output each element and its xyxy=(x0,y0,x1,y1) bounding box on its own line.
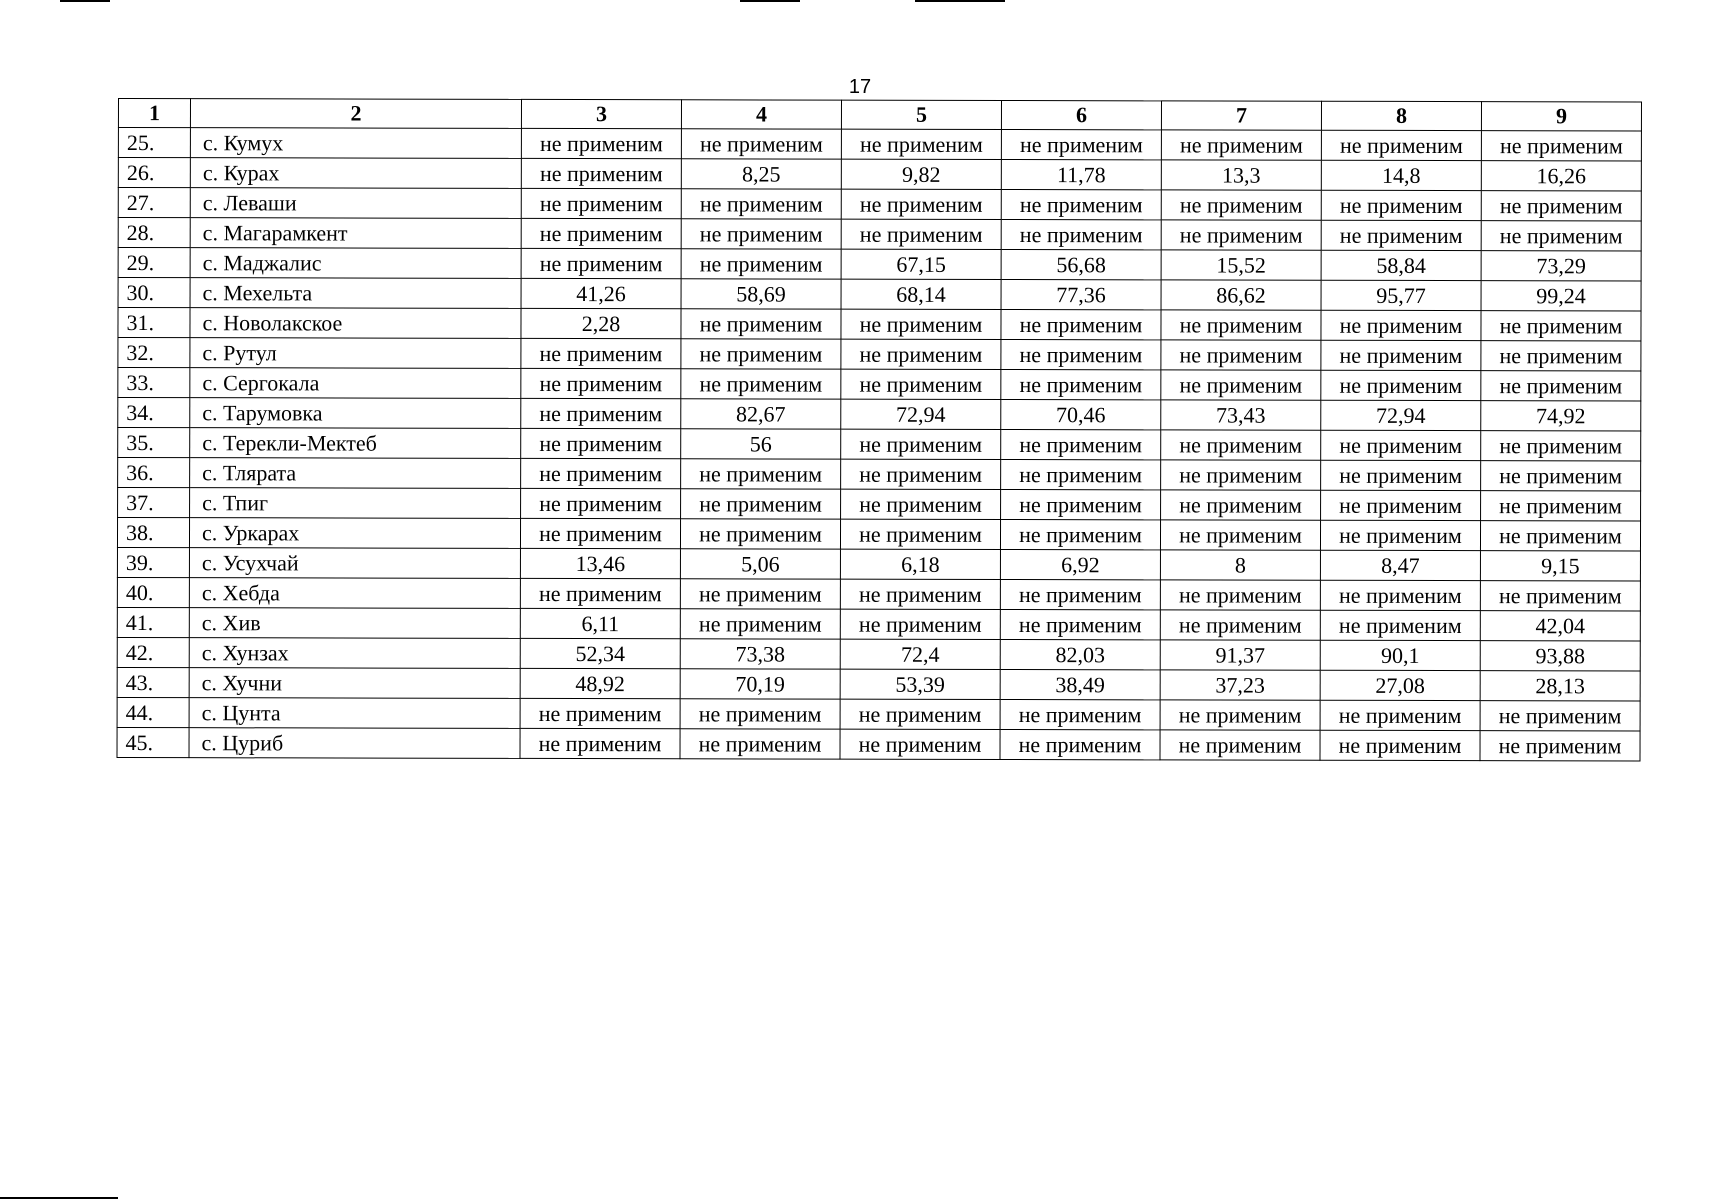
value-cell: не применим xyxy=(681,219,841,249)
row-number: 38. xyxy=(117,518,189,548)
value-cell: не применим xyxy=(1001,190,1161,220)
value-cell: 72,94 xyxy=(1321,400,1481,430)
data-table xyxy=(117,98,1642,761)
value-cell: 73,29 xyxy=(1481,251,1641,281)
value-cell: не применим xyxy=(841,219,1001,249)
value-cell: не применим xyxy=(841,429,1001,459)
settlement-name: с. Леваши xyxy=(190,188,521,219)
value-cell: 6,92 xyxy=(1000,550,1160,580)
value-cell: не применим xyxy=(680,609,840,639)
settlement-name: с. Новолакское xyxy=(190,308,521,339)
value-cell: не применим xyxy=(681,339,841,369)
value-cell: не применим xyxy=(680,519,840,549)
scan-mark-top-left xyxy=(60,0,110,2)
column-header: 5 xyxy=(841,100,1001,129)
value-cell: 13,3 xyxy=(1161,160,1321,190)
value-cell: не применим xyxy=(1001,370,1161,400)
settlement-name: с. Хучни xyxy=(189,668,520,699)
settlement-name: с. Усухчай xyxy=(189,548,520,579)
value-cell: не применим xyxy=(521,398,681,428)
row-number: 32. xyxy=(118,338,190,368)
row-number: 30. xyxy=(118,278,190,308)
value-cell: не применим xyxy=(1320,700,1480,730)
settlement-name: с. Терекли-Мектеб xyxy=(190,428,521,459)
value-cell: не применим xyxy=(680,729,840,759)
value-cell: 82,03 xyxy=(1000,640,1160,670)
table-row xyxy=(117,637,1640,670)
value-cell: 53,39 xyxy=(840,669,1000,699)
table-row xyxy=(118,308,1641,341)
table-row xyxy=(117,697,1640,730)
settlement-name: с. Цунта xyxy=(189,698,520,729)
column-header: 3 xyxy=(521,99,681,128)
value-cell: 38,49 xyxy=(1000,670,1160,700)
value-cell: не применим xyxy=(681,129,841,159)
value-cell: не применим xyxy=(681,459,841,489)
table-row xyxy=(117,727,1640,760)
value-cell: 56 xyxy=(681,429,841,459)
table-row xyxy=(117,667,1640,700)
table-row xyxy=(118,278,1641,311)
value-cell: не применим xyxy=(681,489,841,519)
value-cell: не применим xyxy=(841,129,1001,159)
table-row xyxy=(118,158,1641,191)
row-number: 41. xyxy=(117,607,189,637)
row-number: 37. xyxy=(118,488,190,518)
value-cell: 91,37 xyxy=(1160,640,1320,670)
settlement-name: с. Тлярата xyxy=(190,458,521,489)
value-cell: 5,06 xyxy=(680,549,840,579)
value-cell: не применим xyxy=(521,128,681,158)
scan-mark-top-mid xyxy=(740,0,800,2)
value-cell: не применим xyxy=(1161,370,1321,400)
row-number: 35. xyxy=(118,428,190,458)
value-cell: 86,62 xyxy=(1161,280,1321,310)
value-cell: не применим xyxy=(1480,581,1640,611)
value-cell: не применим xyxy=(1001,310,1161,340)
value-cell: 41,26 xyxy=(521,278,681,308)
value-cell: не применим xyxy=(1481,431,1641,461)
value-cell: не применим xyxy=(1161,310,1321,340)
table-row xyxy=(117,548,1640,581)
value-cell: не применим xyxy=(1161,460,1321,490)
value-cell: не применим xyxy=(521,338,681,368)
table-row xyxy=(117,607,1640,640)
value-cell: 42,04 xyxy=(1480,611,1640,641)
value-cell: не применим xyxy=(841,339,1001,369)
value-cell: не применим xyxy=(1480,731,1640,761)
settlement-name: с. Цуриб xyxy=(189,728,520,759)
value-cell: не применим xyxy=(841,489,1001,519)
value-cell: 2,28 xyxy=(521,308,681,338)
value-cell: 11,78 xyxy=(1001,160,1161,190)
scan-mark-bottom-left xyxy=(0,1197,118,1199)
column-header: 8 xyxy=(1321,101,1481,130)
value-cell: не применим xyxy=(520,518,680,548)
value-cell: 73,38 xyxy=(680,639,840,669)
value-cell: не применим xyxy=(840,519,1000,549)
value-cell: 28,13 xyxy=(1480,671,1640,701)
value-cell: не применим xyxy=(1161,430,1321,460)
scan-mark-top-mid-right xyxy=(915,0,1005,2)
settlement-name: с. Курах xyxy=(190,158,521,189)
value-cell: не применим xyxy=(520,578,680,608)
value-cell: 27,08 xyxy=(1320,670,1480,700)
value-cell: не применим xyxy=(840,609,1000,639)
value-cell: 77,36 xyxy=(1001,280,1161,310)
value-cell: не применим xyxy=(681,249,841,279)
value-cell: не применим xyxy=(1321,130,1481,160)
value-cell: не применим xyxy=(1481,131,1641,161)
value-cell: 37,23 xyxy=(1160,670,1320,700)
column-header: 7 xyxy=(1161,101,1321,130)
value-cell: не применим xyxy=(521,458,681,488)
row-number: 39. xyxy=(117,548,189,578)
value-cell: не применим xyxy=(1481,491,1641,521)
value-cell: не применим xyxy=(1320,520,1480,550)
value-cell: 8,47 xyxy=(1320,550,1480,580)
value-cell: не применим xyxy=(680,699,840,729)
value-cell: не применим xyxy=(1160,520,1320,550)
row-number: 40. xyxy=(117,577,189,607)
value-cell: не применим xyxy=(1000,610,1160,640)
value-cell: не применим xyxy=(841,369,1001,399)
row-number: 34. xyxy=(118,398,190,428)
value-cell: не применим xyxy=(1160,700,1320,730)
column-header: 2 xyxy=(190,99,521,129)
value-cell: 73,43 xyxy=(1161,400,1321,430)
row-number: 29. xyxy=(118,248,190,278)
value-cell: не применим xyxy=(1000,700,1160,730)
settlement-name: с. Тпиг xyxy=(190,488,521,519)
value-cell: не применим xyxy=(841,309,1001,339)
row-number: 26. xyxy=(118,158,190,188)
settlement-name: с. Рутул xyxy=(190,338,521,369)
settlement-name: с. Сергокала xyxy=(190,368,521,399)
value-cell: не применим xyxy=(1000,730,1160,760)
table-header-row xyxy=(118,99,1641,131)
value-cell: не применим xyxy=(520,698,680,728)
table-row xyxy=(118,488,1641,521)
value-cell: не применим xyxy=(681,369,841,399)
value-cell: 93,88 xyxy=(1480,641,1640,671)
value-cell: 72,4 xyxy=(840,639,1000,669)
value-cell: не применим xyxy=(1161,220,1321,250)
value-cell: не применим xyxy=(1481,461,1641,491)
value-cell: не применим xyxy=(1321,310,1481,340)
table-row xyxy=(118,188,1641,221)
value-cell: 99,24 xyxy=(1481,281,1641,311)
page-number: 17 xyxy=(848,76,872,98)
value-cell: не применим xyxy=(1001,220,1161,250)
value-cell: не применим xyxy=(520,728,680,758)
value-cell: не применим xyxy=(1321,460,1481,490)
value-cell: 8,25 xyxy=(681,159,841,189)
settlement-name: с. Хебда xyxy=(189,578,520,609)
value-cell: не применим xyxy=(1161,490,1321,520)
value-cell: не применим xyxy=(1321,340,1481,370)
value-cell: не применим xyxy=(1001,490,1161,520)
value-cell: не применим xyxy=(840,729,1000,759)
value-cell: не применим xyxy=(1161,340,1321,370)
row-number: 27. xyxy=(118,188,190,218)
value-cell: не применим xyxy=(1160,580,1320,610)
value-cell: не применим xyxy=(1320,580,1480,610)
value-cell: не применим xyxy=(1321,190,1481,220)
value-cell: не применим xyxy=(1481,311,1641,341)
value-cell: 74,92 xyxy=(1481,401,1641,431)
value-cell: 82,67 xyxy=(681,399,841,429)
value-cell: 58,69 xyxy=(681,279,841,309)
table-row xyxy=(118,218,1641,251)
value-cell: не применим xyxy=(681,189,841,219)
value-cell: 8 xyxy=(1160,550,1320,580)
value-cell: не применим xyxy=(521,428,681,458)
table-row xyxy=(118,128,1641,161)
row-number: 43. xyxy=(117,667,189,697)
settlement-name: с. Тарумовка xyxy=(190,398,521,429)
settlement-name: с. Маджалис xyxy=(190,248,521,279)
row-number: 44. xyxy=(117,697,189,727)
value-cell: 14,8 xyxy=(1321,160,1481,190)
value-cell: 15,52 xyxy=(1161,250,1321,280)
value-cell: не применим xyxy=(680,579,840,609)
value-cell: не применим xyxy=(521,218,681,248)
value-cell: 13,46 xyxy=(520,548,680,578)
column-header: 9 xyxy=(1481,102,1641,131)
value-cell: 70,19 xyxy=(680,669,840,699)
value-cell: не применим xyxy=(521,158,681,188)
value-cell: 48,92 xyxy=(520,668,680,698)
value-cell: не применим xyxy=(521,188,681,218)
value-cell: не применим xyxy=(841,189,1001,219)
column-header: 1 xyxy=(118,99,190,128)
value-cell: 90,1 xyxy=(1320,640,1480,670)
table-row xyxy=(118,338,1641,371)
row-number: 36. xyxy=(118,458,190,488)
table-row xyxy=(118,368,1641,401)
value-cell: не применим xyxy=(1321,430,1481,460)
value-cell: не применим xyxy=(1481,371,1641,401)
value-cell: не применим xyxy=(1001,430,1161,460)
value-cell: 72,94 xyxy=(841,399,1001,429)
value-cell: не применим xyxy=(1160,610,1320,640)
value-cell: не применим xyxy=(1481,191,1641,221)
column-header: 6 xyxy=(1001,101,1161,130)
settlement-name: с. Хив xyxy=(189,608,520,639)
settlement-name: с. Мехельта xyxy=(190,278,521,309)
value-cell: 67,15 xyxy=(841,249,1001,279)
settlement-name: с. Уркарах xyxy=(189,518,520,549)
value-cell: не применим xyxy=(521,248,681,278)
value-cell: не применим xyxy=(1320,610,1480,640)
value-cell: не применим xyxy=(1480,701,1640,731)
value-cell: не применим xyxy=(521,488,681,518)
value-cell: 58,84 xyxy=(1321,250,1481,280)
row-number: 42. xyxy=(117,637,189,667)
value-cell: 6,11 xyxy=(520,608,680,638)
value-cell: не применим xyxy=(1321,490,1481,520)
value-cell: 70,46 xyxy=(1001,400,1161,430)
row-number: 25. xyxy=(118,128,190,158)
value-cell: не применим xyxy=(681,309,841,339)
value-cell: 6,18 xyxy=(840,549,1000,579)
value-cell: не применим xyxy=(840,579,1000,609)
table-row xyxy=(118,248,1641,281)
table-row xyxy=(118,458,1641,491)
table-body xyxy=(117,128,1641,761)
value-cell: не применим xyxy=(1000,520,1160,550)
value-cell: не применим xyxy=(1001,460,1161,490)
value-cell: не применим xyxy=(1161,130,1321,160)
value-cell: не применим xyxy=(1001,130,1161,160)
value-cell: 68,14 xyxy=(841,279,1001,309)
row-number: 33. xyxy=(118,368,190,398)
settlement-name: с. Магарамкент xyxy=(190,218,521,249)
value-cell: не применим xyxy=(1001,340,1161,370)
value-cell: 95,77 xyxy=(1321,280,1481,310)
value-cell: не применим xyxy=(1481,341,1641,371)
value-cell: не применим xyxy=(840,699,1000,729)
row-number: 45. xyxy=(117,727,189,757)
column-header: 4 xyxy=(681,100,841,129)
value-cell: 16,26 xyxy=(1481,161,1641,191)
value-cell: 9,82 xyxy=(841,159,1001,189)
table-row xyxy=(118,428,1641,461)
table-row xyxy=(117,518,1640,551)
value-cell: не применим xyxy=(841,459,1001,489)
value-cell: не применим xyxy=(1321,370,1481,400)
value-cell: не применим xyxy=(1320,730,1480,760)
value-cell: не применим xyxy=(1161,190,1321,220)
value-cell: не применим xyxy=(1480,521,1640,551)
value-cell: не применим xyxy=(1160,730,1320,760)
table-row xyxy=(118,398,1641,431)
value-cell: не применим xyxy=(1321,220,1481,250)
value-cell: 56,68 xyxy=(1001,250,1161,280)
value-cell: 9,15 xyxy=(1480,551,1640,581)
settlement-name: с. Кумух xyxy=(190,128,521,159)
value-cell: не применим xyxy=(1000,580,1160,610)
row-number: 31. xyxy=(118,308,190,338)
table-row xyxy=(117,577,1640,610)
value-cell: не применим xyxy=(521,368,681,398)
row-number: 28. xyxy=(118,218,190,248)
value-cell: не применим xyxy=(1481,221,1641,251)
settlement-name: с. Хунзах xyxy=(189,638,520,669)
value-cell: 52,34 xyxy=(520,638,680,668)
